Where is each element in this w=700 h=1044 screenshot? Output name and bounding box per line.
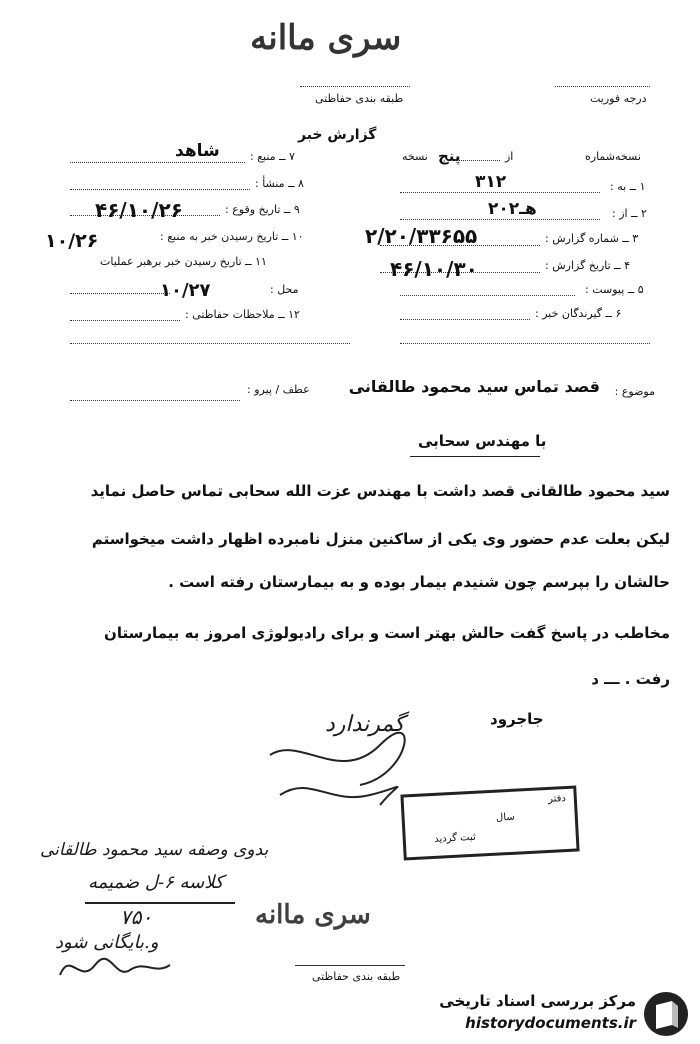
- header-classification-stamp: سری ماانه: [250, 18, 402, 58]
- handwritten-fraction-line: [85, 902, 235, 904]
- copy-label-mid: از: [505, 150, 514, 163]
- header-classification-dots: [300, 86, 410, 87]
- urgency-label: درجه فوریت: [590, 92, 647, 105]
- field-report-number-label: ۳ ــ شماره گزارش :: [545, 232, 639, 245]
- handwritten-signature: [55, 945, 175, 990]
- handwritten-note-5: و.بایگانی شود: [55, 932, 159, 953]
- field-recipients-dots: [400, 319, 530, 320]
- body-line-3: حالشان را بپرسم چون شنیدم بیمار بوده و به بیمارستان رفته است .: [168, 573, 670, 591]
- received-stamp-line3: ثبت گردید: [433, 831, 477, 845]
- footer-classification-stamp: سری ماانه: [255, 900, 371, 930]
- footer-classification-label: طبقه بندی حفاظتی: [312, 970, 401, 983]
- field-from-value: ۲۰هـ۲: [488, 199, 537, 219]
- field-from-dots: [400, 219, 600, 220]
- archive-logo-url: historydocuments.ir: [465, 1014, 636, 1032]
- subject-dots: [70, 400, 240, 401]
- footer-classification-dots: [295, 965, 405, 966]
- field-source-dots: [70, 162, 245, 163]
- urgency-dots: [555, 86, 650, 87]
- handwritten-note-3: کلاسه ۶-ل ضمیمه: [88, 872, 224, 893]
- field-location-label: محل :: [270, 283, 299, 296]
- field-event-date-label: ۹ ــ تاریخ وقوع :: [225, 203, 300, 216]
- field-to-value: ۳۱۲: [475, 172, 507, 192]
- subject-label: موضوع :: [614, 385, 655, 398]
- received-stamp-line2: سال: [495, 811, 516, 824]
- field-source-label: ۷ ــ منبع :: [250, 150, 295, 163]
- field-security-notes-dots-2: [70, 343, 350, 344]
- field-report-date-value: ۴۶/۱۰/۳۰: [390, 257, 478, 281]
- subject-text: قصد تماس سید محمود طالقانی: [348, 377, 600, 396]
- signature-name: جاجرود: [490, 710, 544, 728]
- body-line-1: سید محمود طالقانی قصد داشت با مهندس عزت الله سحابی تماس حاصل نماید: [90, 482, 670, 500]
- field-recipients-label: ۶ ــ گیرندگان خبر :: [535, 307, 622, 320]
- field-event-date-value: ۴۶/۱۰/۲۶: [95, 198, 183, 222]
- field-origin-label: ۸ ــ منشأ :: [255, 177, 304, 190]
- copy-label-end: نسخه: [402, 150, 428, 163]
- field-from-label: ۲ ــ از :: [612, 207, 647, 220]
- body-heading-underline: [410, 456, 540, 457]
- field-origin-dots: [70, 189, 250, 190]
- copy-dots: [455, 160, 500, 161]
- field-security-notes-label: ۱۲ ــ ملاحظات حفاظتی :: [185, 308, 300, 321]
- handwritten-note-1: گمرندارد: [325, 712, 405, 737]
- received-stamp: [400, 785, 579, 860]
- body-line-5: رفت . ـــ د: [591, 670, 670, 688]
- archive-logo: [430, 990, 690, 1040]
- field-recipients-dots-2: [400, 343, 650, 344]
- archive-logo-title: مرکز بررسی اسناد تاریخی: [439, 992, 636, 1010]
- field-attachment-dots: [400, 295, 575, 296]
- field-to-label: ۱ ــ به :: [610, 180, 646, 193]
- handwritten-note-4: ۷۵۰: [120, 905, 153, 929]
- copy-total: پنج: [438, 147, 461, 165]
- handwritten-scribble: [260, 725, 420, 815]
- form-title: گزارش خبر: [298, 127, 377, 143]
- field-source-received-label: ۱۰ ــ تاریخ رسیدن خبر به منبع :: [160, 230, 304, 243]
- body-heading: با مهندس سحابی: [418, 432, 547, 450]
- field-report-number-value: ۲/۲۰/۳۳۶۵۵: [365, 224, 478, 248]
- received-stamp-line1: دفتر: [547, 793, 567, 805]
- field-source-received-value: ۱۰/۲۶: [45, 230, 99, 252]
- body-line-4: مخاطب در پاسخ گفت حالش بهتر است و برای رادیولوژی امروز به بیمارستان: [104, 624, 670, 642]
- field-location-value: ۱۰/۲۷: [160, 280, 211, 301]
- subject-ref: عطف / پیرو :: [247, 383, 310, 396]
- handwritten-note-2: بدوی وصفه سید محمود طالقانی: [40, 840, 269, 860]
- field-attachment-label: ۵ ــ پیوست :: [585, 283, 644, 296]
- body-line-2: لیکن بعلت عدم حضور وی یکی از ساکنین منزل نامبرده اظهار داشت میخواستم: [91, 530, 670, 548]
- field-source-value: شاهد: [175, 141, 220, 161]
- header-classification-label: طبقه بندی حفاظتی: [315, 92, 404, 105]
- field-to-dots: [400, 192, 600, 193]
- subject-line: [235, 375, 655, 405]
- field-ops-received-label: ۱۱ ــ تاریخ رسیدن خبر برهبر عملیات: [100, 255, 267, 268]
- field-security-notes-dots: [70, 320, 180, 321]
- field-ops-received-dots: [70, 293, 170, 294]
- copy-label-start: نسخه‌شماره: [585, 150, 641, 163]
- field-report-date-label: ۴ ــ تاریخ گزارش :: [545, 259, 631, 272]
- archive-logo-icon: [642, 990, 690, 1038]
